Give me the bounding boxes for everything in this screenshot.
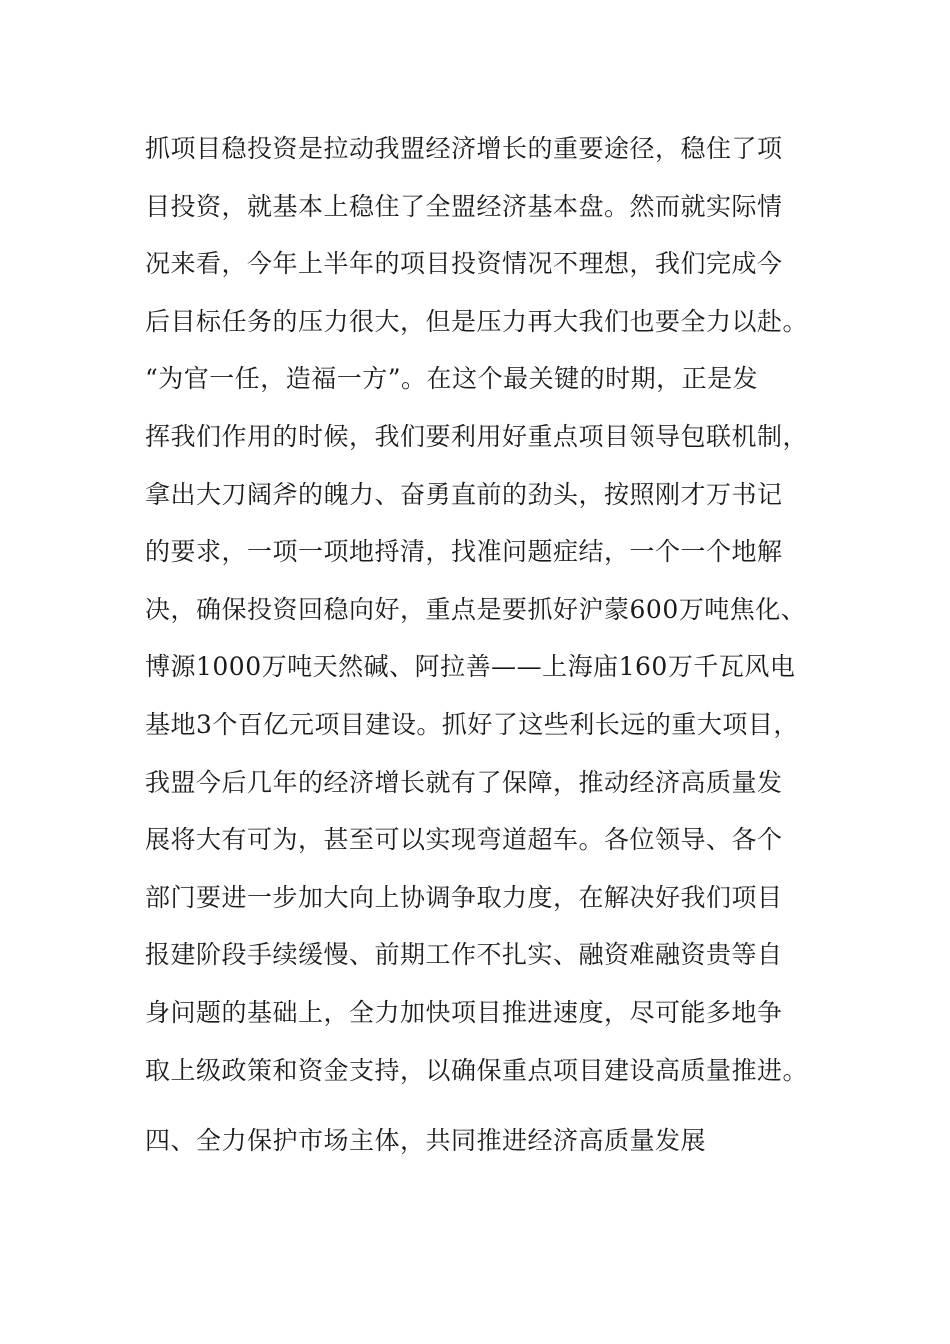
paragraph-line: 展将大有可为，甚至可以实现弯道超车。各位领导、各个: [145, 825, 783, 855]
paragraph-line: 报建阶段手续缓慢、前期工作不扎实、融资难融资贵等自: [145, 940, 783, 970]
paragraph-line: “为官一任，造福一方”。在这个最关键的时期，正是发: [145, 364, 759, 394]
paragraph-line: 部门要进一步加大向上协调争取力度，在解决好我们项目: [145, 882, 783, 912]
paragraph-line: 身问题的基础上，全力加快项目推进速度，尽可能多地争: [145, 997, 783, 1027]
paragraph-line: 基地3个百亿元项目建设。抓好了这些利长远的重大项目，: [145, 709, 799, 739]
paragraph-line: 后目标任务的压力很大，但是压力再大我们也要全力以赴。: [145, 306, 809, 336]
section-heading: 四、全力保护市场主体，共同推进经济高质量发展: [145, 1126, 707, 1155]
paragraph-line: 况来看，今年上半年的项目投资情况不理想，我们完成今: [145, 249, 783, 279]
paragraph-line: 挥我们作用的时候，我们要利用好重点项目领导包联机制，: [145, 421, 809, 451]
paragraph-line: 博源1000万吨天然碱、阿拉善——上海庙160万千瓦风电: [145, 652, 796, 682]
paragraph-line: 我盟今后几年的经济增长就有了保障，推动经济高质量发: [145, 767, 783, 797]
paragraph-line: 的要求，一项一项地捋清，找准问题症结，一个一个地解: [145, 537, 783, 567]
paragraph-line: 取上级政策和资金支持，以确保重点项目建设高质量推进。: [145, 1055, 809, 1085]
paragraph-line: 抓项目稳投资是拉动我盟经济增长的重要途径，稳住了项: [145, 134, 783, 163]
paragraph-line: 拿出大刀阔斧的魄力、奋勇直前的劲头，按照刚才万书记: [145, 479, 783, 509]
paragraph-line: 决，确保投资回稳向好，重点是要抓好沪蒙600万吨焦化、: [145, 594, 807, 624]
body-paragraph: [145, 126, 825, 1105]
paragraph-line: 目投资，就基本上稳住了全盟经济基本盘。然而就实际情: [145, 191, 783, 221]
